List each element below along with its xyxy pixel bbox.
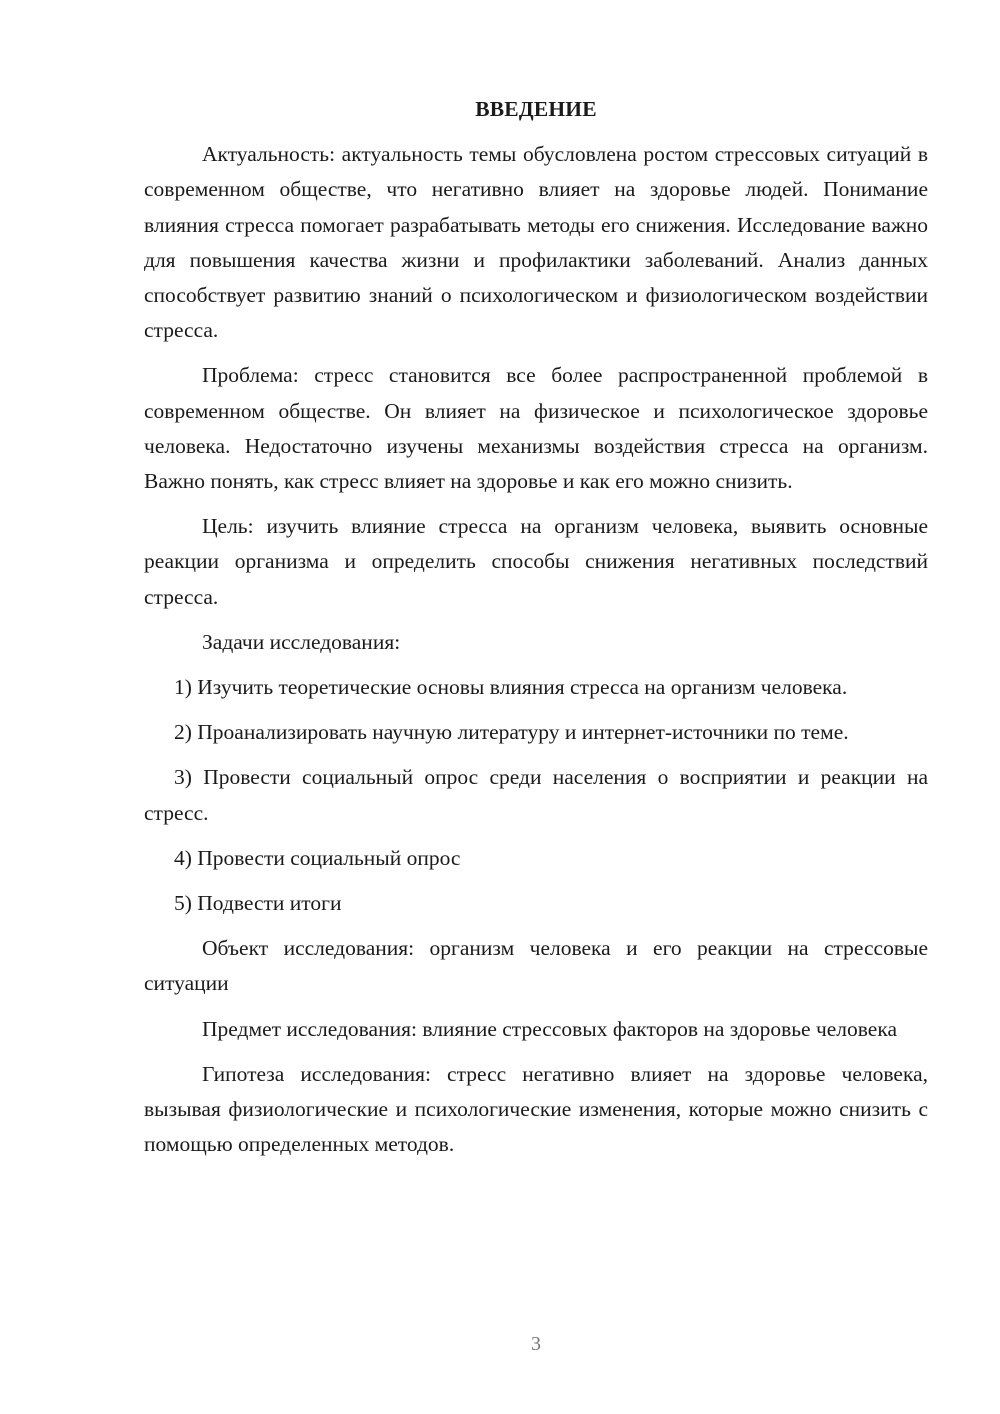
task-item: 2) Проанализировать научную литературу и интернет-источники по теме.: [174, 720, 849, 745]
relevance-paragraph: Актуальность: актуальность темы обусловлена ростом стрессовых ситуаций в современном обществе, что негативно влияет на здоровье людей. Понимание влияния стресса помогает разрабатывать методы его снижения. Исследование важно для повышения качества жизни и профилактики заболеваний. Анализ данных способствует развитию знаний о психологическом и физиологическом воздействии стресса.: [144, 142, 928, 343]
page-title: ВВЕДЕНИЕ: [475, 97, 597, 121]
object-paragraph: Объект исследования: организм человека и его реакции на стрессовые ситуации: [144, 936, 928, 996]
task-item: 4) Провести социальный опрос: [174, 845, 461, 870]
task-item: 3) Провести социальный опрос среди населения о восприятии и реакции на стресс.: [144, 765, 928, 825]
hypothesis-paragraph: Гипотеза исследования: стресс негативно влияет на здоровье человека, вызывая физиологические и психологические изменения, которые можно снизить с помощью определенных методов.: [144, 1061, 928, 1157]
document-page: [144, 92, 928, 1172]
goal-paragraph: Цель: изучить влияние стресса на организм человека, выявить основные реакции организма и определить способы снижения негативных последствий стресса.: [144, 514, 928, 609]
task-item: 5) Подвести итоги: [174, 891, 342, 916]
page-number: 3: [531, 1333, 541, 1355]
tasks-heading: Задачи исследования:: [202, 629, 401, 654]
problem-paragraph: Проблема: стресс становится все более распространенной проблемой в современном обществе. Он влияет на физическое и психологическое здоровье человека. Недостаточно изучены механизмы воздействия стресса на организм. Важно понять, как стресс влияет на здоровье и как его можно снизить.: [144, 363, 928, 494]
subject-paragraph: Предмет исследования: влияние стрессовых факторов на здоровье человека: [202, 1016, 898, 1041]
task-item: 1) Изучить теоретические основы влияния стресса на организм человека.: [174, 675, 848, 700]
